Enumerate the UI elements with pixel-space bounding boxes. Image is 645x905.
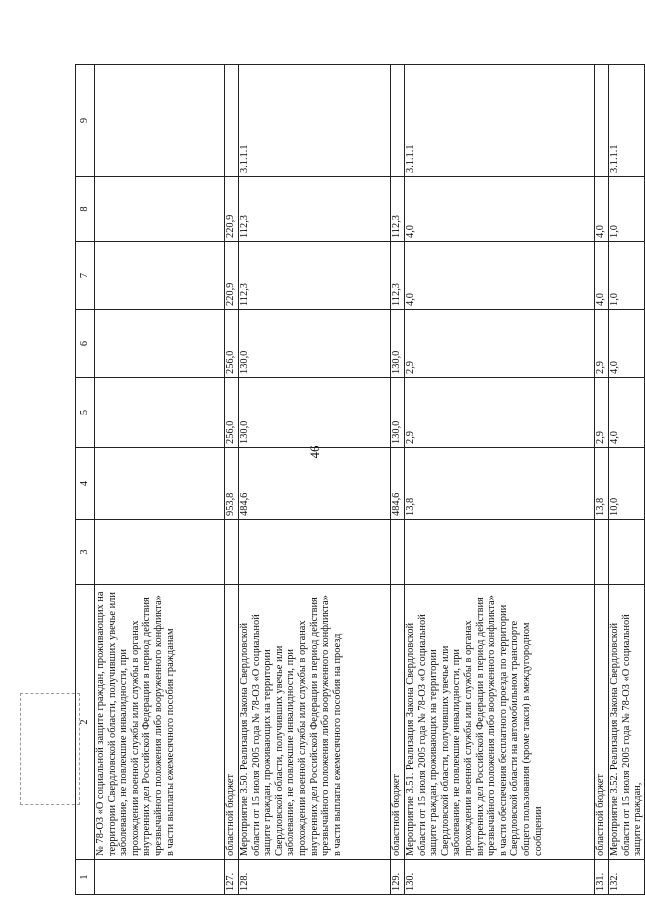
cell-col3 [225, 520, 239, 585]
cell-col5 [95, 378, 225, 448]
header-cell: 6 [76, 310, 95, 378]
row-number: 129. [391, 860, 405, 895]
cell-col8: 1,0 [609, 177, 645, 242]
cell-col4: 10,0 [609, 448, 645, 520]
cell-col8: 112,3 [391, 177, 405, 242]
cell-col6: 2,9 [595, 310, 609, 378]
cell-col9 [391, 65, 405, 177]
cell-col8: 4,0 [595, 177, 609, 242]
row-description: Мероприятие 3.50. Реализация Закона Свердловской области от 15 июля 2005 года № 78-ОЗ «О социальной защите граждан, проживающих на территории Свердловской области, получивших увечье или заболевание, не повлекшие инвалидности, при прохождении военной службы или службы в органах внутренних дел Российской Федерации в период действия чрезвычайного положения либо вооруженного конфликта» в части выплаты ежемесячного пособия на проезд [239, 585, 391, 860]
row-number: 130. [405, 860, 595, 895]
cell-col5: 130,0 [239, 378, 391, 448]
row-description: областной бюджет [391, 585, 405, 860]
cell-col7: 4,0 [405, 242, 595, 310]
cell-col5: 2,9 [405, 378, 595, 448]
cell-col9 [595, 65, 609, 177]
cell-col8 [95, 177, 225, 242]
table-row [225, 65, 239, 895]
cell-col4: 484,6 [239, 448, 391, 520]
cell-col3 [391, 520, 405, 585]
cell-col4: 484,6 [391, 448, 405, 520]
cell-col9 [225, 65, 239, 177]
cell-col3 [239, 520, 391, 585]
cell-col5: 130,0 [391, 378, 405, 448]
cell-col3 [95, 520, 225, 585]
cell-col6: 256,0 [225, 310, 239, 378]
row-description: Мероприятие 3.51. Реализация Закона Свердловской области от 15 июля 2005 года № 78-ОЗ «О социальной защите граждан, проживающих на территории Свердловской области, получивших увечье или заболевание, не повлекшие инвалидности, при прохождении военной службы или службы в органах внутренних дел Российской Федерации в период действия чрезвычайного положения либо вооруженного конфликта» в части обеспечения бесплатного проезда по территории Свердловской области на автомобильном транспорте общего пользования (кроме такси) в междугородном сообщении [405, 585, 595, 860]
cell-col4: 13,8 [405, 448, 595, 520]
header-cell: 2 [76, 585, 95, 860]
header-cell: 1 [76, 860, 95, 895]
table-row [95, 65, 225, 895]
table-row [405, 65, 595, 895]
cell-col3 [405, 520, 595, 585]
cell-col4 [95, 448, 225, 520]
cell-col5: 256,0 [225, 378, 239, 448]
table-row [609, 65, 645, 895]
cell-col7: 112,3 [391, 242, 405, 310]
cell-col3 [595, 520, 609, 585]
row-description: Мероприятие 3.52. Реализация Закона Свердловской области от 15 июля 2005 года № 78-ОЗ «О социальной защите граждан, [609, 585, 645, 860]
cell-col7: 4,0 [595, 242, 609, 310]
cell-col5: 2,9 [595, 378, 609, 448]
header-cell: 8 [76, 177, 95, 242]
budget-table [75, 64, 645, 895]
cell-col8: 220,9 [225, 177, 239, 242]
table-row [391, 65, 405, 895]
cell-col9: 3.1.1.1 [239, 65, 391, 177]
page-number: 46 [307, 445, 322, 459]
cell-col5: 4,0 [609, 378, 645, 448]
rotated-table-area [75, 65, 644, 895]
header-cell: 4 [76, 448, 95, 520]
row-description: № 78-ОЗ «О социальной защите граждан, проживающих на территории Свердловской области, получивших увечье или заболевание, не повлекшие инвалидности, при прохождении военной службы или службы в органах внутренних дел Российской Федерации в период действия чрезвычайного положения либо вооруженного конфликта» в части выплаты ежемесячного пособия гражданам [95, 585, 225, 860]
cell-col8: 4,0 [405, 177, 595, 242]
cell-col3 [609, 520, 645, 585]
header-cell: 3 [76, 520, 95, 585]
cell-col7: 1,0 [609, 242, 645, 310]
cell-col6: 130,0 [391, 310, 405, 378]
table-row [595, 65, 609, 895]
cell-col7 [95, 242, 225, 310]
row-description: областной бюджет [225, 585, 239, 860]
table-wrapper [75, 65, 644, 895]
cell-col9 [95, 65, 225, 177]
cell-col6: 2,9 [405, 310, 595, 378]
cell-col4: 13,8 [595, 448, 609, 520]
cell-col9: 3.1.1.1 [609, 65, 645, 177]
document-stamp [20, 693, 80, 805]
row-number [95, 860, 225, 895]
cell-col6 [95, 310, 225, 378]
cell-col6: 4,0 [609, 310, 645, 378]
table-row [239, 65, 391, 895]
row-number: 127. [225, 860, 239, 895]
row-number: 131. [595, 860, 609, 895]
row-description: областной бюджет [595, 585, 609, 860]
cell-col7: 220,9 [225, 242, 239, 310]
cell-col7: 112,3 [239, 242, 391, 310]
cell-col8: 112,3 [239, 177, 391, 242]
cell-col9: 3.1.1.1 [405, 65, 595, 177]
cell-col6: 130,0 [239, 310, 391, 378]
cell-col4: 953,8 [225, 448, 239, 520]
header-cell: 5 [76, 378, 95, 448]
row-number: 128. [239, 860, 391, 895]
header-cell: 7 [76, 242, 95, 310]
row-number: 132. [609, 860, 645, 895]
header-cell: 9 [76, 65, 95, 177]
